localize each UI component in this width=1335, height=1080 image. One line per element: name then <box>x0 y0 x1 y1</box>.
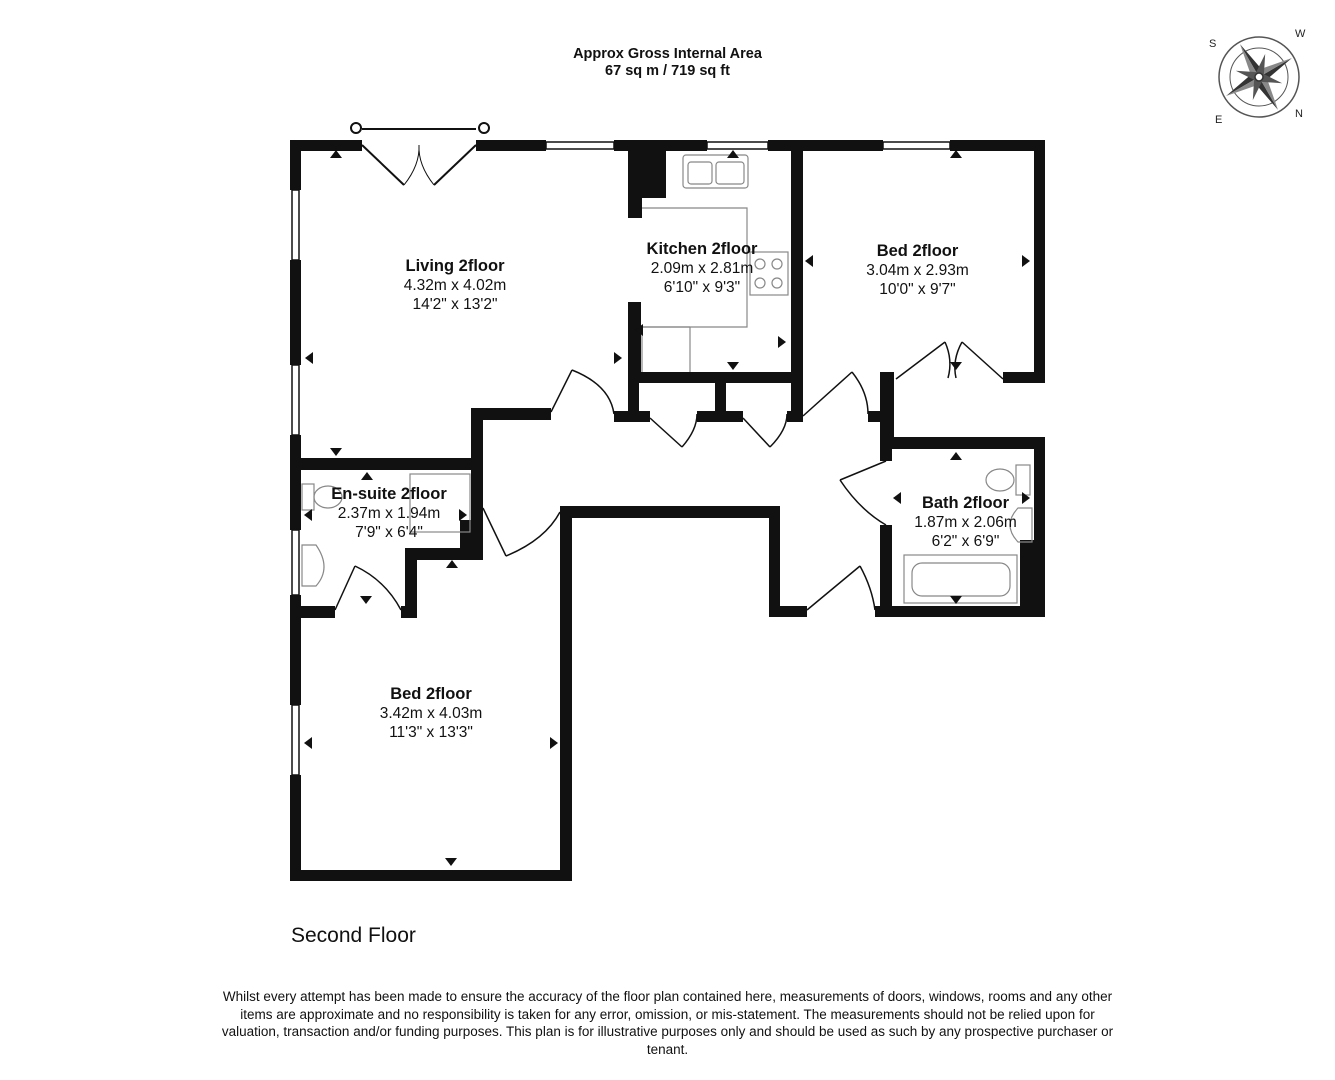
compass-label-e: E <box>1215 114 1223 126</box>
compass-label-w: W <box>1295 28 1306 40</box>
room-imperial: 7'9" x 6'4" <box>355 524 423 541</box>
room-metric: 2.37m x 1.94m <box>337 505 441 522</box>
room-label-bed-1 <box>845 242 990 299</box>
room-label-bed-2 <box>356 685 506 742</box>
room-imperial: 11'3" x 13'3" <box>389 724 473 741</box>
room-metric: 4.32m x 4.02m <box>403 277 507 294</box>
room-label-bath <box>893 494 1038 551</box>
compass-label-s: S <box>1209 38 1217 50</box>
room-name: Bed 2floor <box>390 685 472 703</box>
room-label-kitchen <box>632 240 772 297</box>
room-label-living <box>375 257 535 314</box>
room-imperial: 6'10" x 9'3" <box>663 279 741 296</box>
room-imperial: 14'2" x 13'2" <box>412 296 498 313</box>
room-imperial: 10'0" x 9'7" <box>879 281 956 298</box>
room-metric: 3.42m x 4.03m <box>379 705 483 722</box>
room-name: Bath 2floor <box>921 494 1010 512</box>
compass-label-n: N <box>1295 108 1303 120</box>
room-name: Living 2floor <box>405 257 505 275</box>
room-imperial: 6'2" x 6'9" <box>931 533 1000 550</box>
basin-icon <box>302 545 324 586</box>
french-doors <box>351 123 489 185</box>
disclaimer-text: Whilst every attempt has been made to ensure the accuracy of the floor plan contained here, measurements of doors, windows, rooms and any other items are approximate and no responsibility is taken for any error, omission, or mis-statement. The measurements should not be relied upon for valuation, transaction and/or funding purposes. This plan is for illustrative purposes only and should be used as such by any prospective purchaser or tenant. <box>221 989 1114 1057</box>
gross-area-title: Approx Gross Internal Area <box>573 46 762 62</box>
room-name: Bed 2floor <box>876 242 959 260</box>
room-name: Kitchen 2floor <box>646 240 758 258</box>
room-metric: 1.87m x 2.06m <box>914 514 1017 531</box>
gross-area-value: 67 sq m / 719 sq ft <box>605 63 730 79</box>
room-metric: 3.04m x 2.93m <box>866 262 969 279</box>
room-metric: 2.09m x 2.81m <box>650 260 754 277</box>
room-name: En-suite 2floor <box>331 485 447 503</box>
floor-name: Second Floor <box>291 924 416 947</box>
room-label-en-suite <box>316 485 462 542</box>
compass-rose-icon <box>1207 25 1311 129</box>
